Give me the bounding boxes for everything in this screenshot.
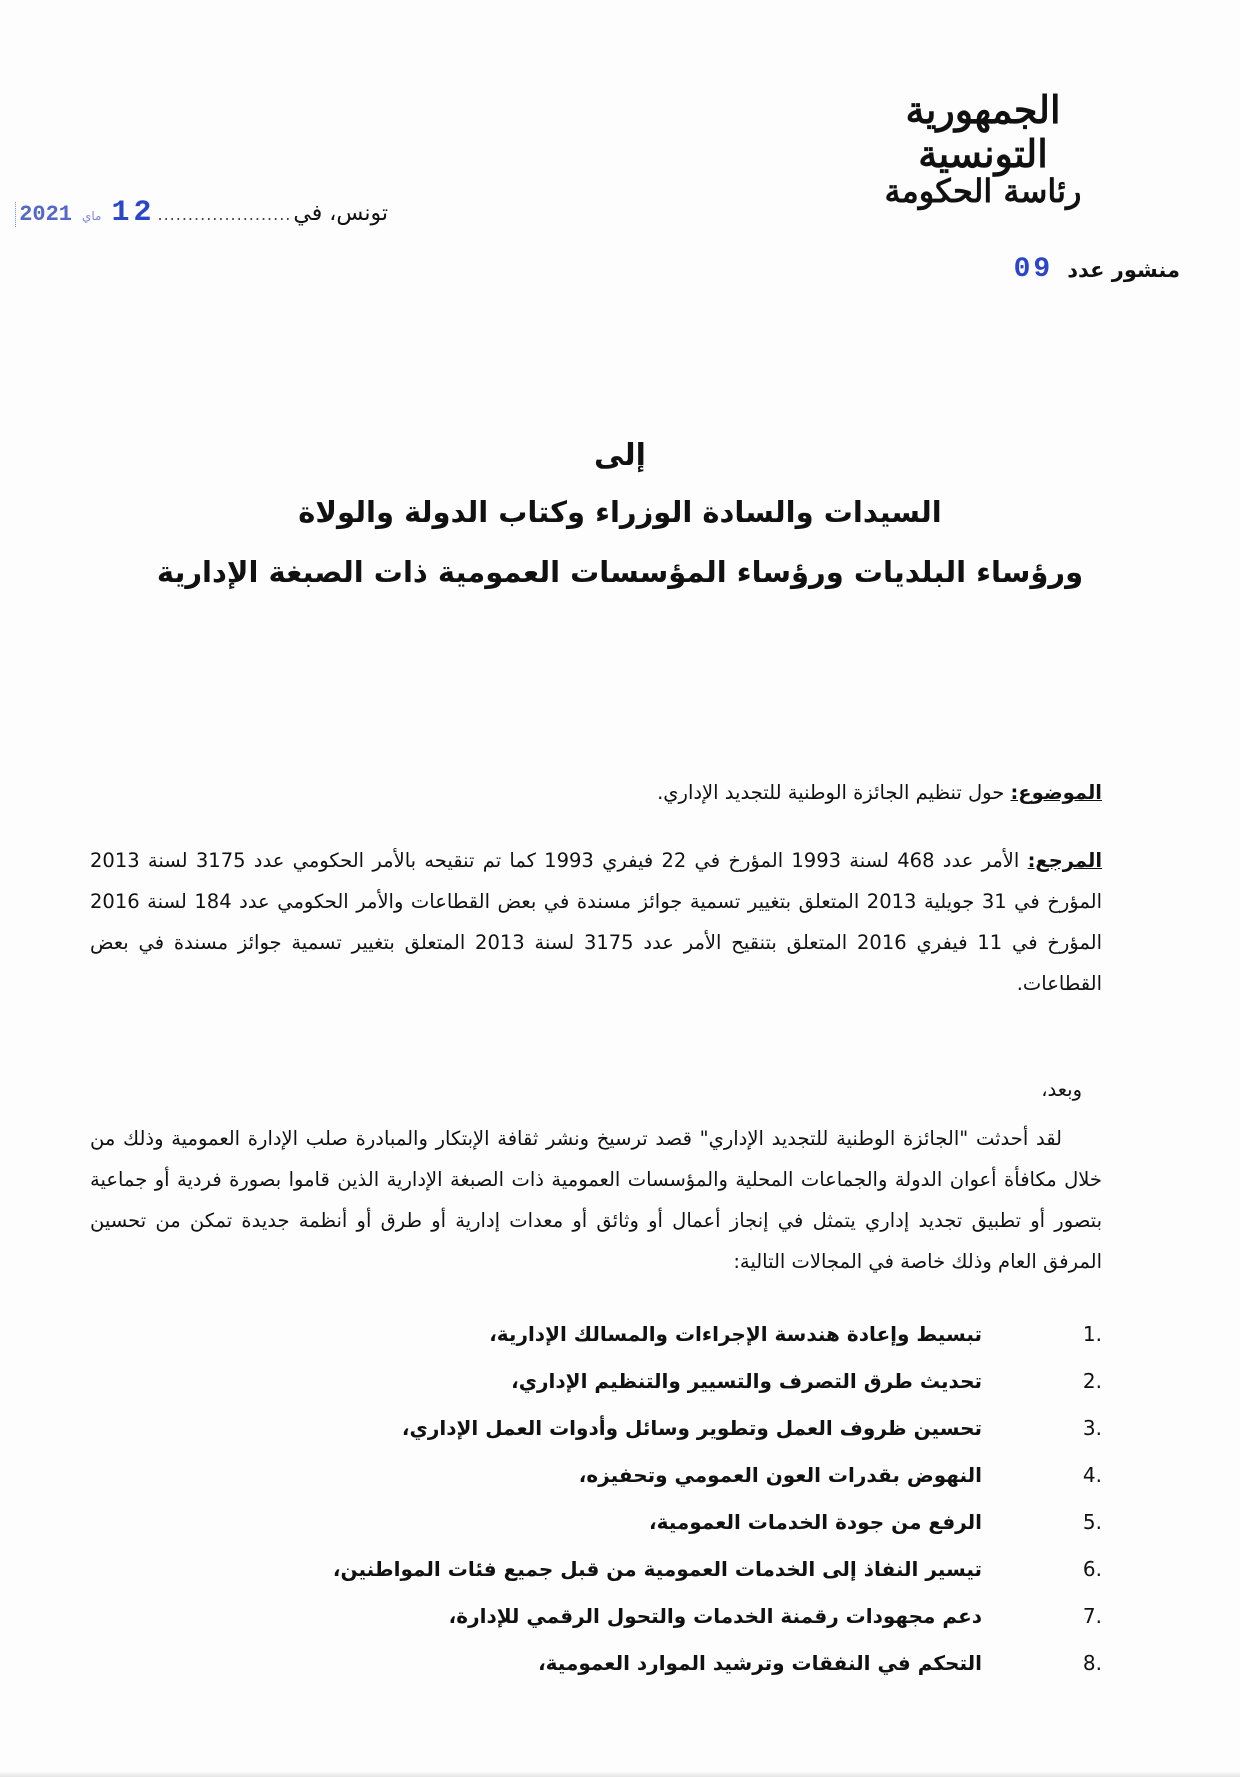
list-item-number: 5. (1082, 1509, 1102, 1534)
list-item (202, 1357, 1102, 1404)
list-item (202, 1592, 1102, 1639)
list-item (202, 1310, 1102, 1357)
list-item-text: الرفع من جودة الخدمات العمومية، (648, 1509, 982, 1534)
date-label: تونس، في (293, 201, 388, 226)
list-item (202, 1639, 1102, 1686)
date-stamp-month: ماي (82, 209, 102, 223)
circular-number-line (1014, 254, 1180, 285)
circular-number-stamp: 09 (1013, 254, 1054, 285)
scan-edge-shadow (0, 1771, 1240, 1777)
list-item-number: 7. (1082, 1603, 1102, 1628)
greeting: وبعد، (1041, 1078, 1082, 1101)
letterhead-presidency: رئاسة الحكومة (884, 172, 1082, 211)
list-item-number: 8. (1082, 1650, 1102, 1675)
subject-label: الموضوع: (1010, 781, 1102, 804)
reference-block (90, 840, 1102, 1004)
subject-text: حول تنظيم الجائزة الوطنية للتجديد الإداري. (657, 781, 1005, 804)
list-item-number: 6. (1082, 1556, 1102, 1581)
date-line (15, 196, 388, 230)
domains-list (202, 1310, 1102, 1686)
reference-label: المرجع: (1027, 849, 1103, 872)
list-item-text: التحكم في النفقات وترشيد الموارد العمومية، (538, 1650, 982, 1675)
list-item-number: 3. (1082, 1415, 1102, 1440)
body-paragraph: لقد أحدثت "الجائزة الوطنية للتجديد الإداري" قصد ترسيخ ونشر ثقافة الإبتكار والمبادرة صلب الإدارة العمومية وذلك من خلال مكافأة أعوان الدولة والجماعات المحلية والمؤسسات العمومية ذات الصبغة الإدارية الذين قاموا بصورة فردية أو جماعية بتصور أو تطبيق تجديد إداري يتمثل في إنجاز أعمال أو وثائق أو معدات إدارية أو طرق أو أنظمة جديدة تمكن من تحسين المرفق العام وذلك خاصة في المجالات التالية: (90, 1127, 1102, 1273)
list-item-text: تحديث طرق التصرف والتسيير والتنظيم الإداري، (511, 1368, 982, 1393)
date-stamp-year: 2021 (15, 202, 72, 227)
letterhead-republic: الجمهورية التونسية (905, 87, 1061, 176)
list-item-text: تبسيط وإعادة هندسة الإجراءات والمسالك الإدارية، (489, 1321, 982, 1346)
date-stamp-day: 12 (111, 196, 156, 230)
list-item-text: تحسين ظروف العمل وتطوير وسائل وأدوات العمل الإداري، (401, 1415, 982, 1440)
list-item (202, 1404, 1102, 1451)
list-item-text: النهوض بقدرات العون العمومي وتحفيزه، (578, 1462, 982, 1487)
list-item (202, 1451, 1102, 1498)
list-item-number: 4. (1082, 1462, 1102, 1487)
list-item-number: 1. (1082, 1321, 1102, 1346)
date-dots: ...................... (157, 205, 292, 224)
addressee-line-2: ورؤساء البلديات ورؤساء المؤسسات العمومية ذات الصبغة الإدارية (156, 555, 1084, 589)
reference-text: الأمر عدد 468 لسنة 1993 المؤرخ في 22 فيفري 1993 كما تم تنقيحه بالأمر الحكومي عدد 3175 لسنة 2013 المؤرخ في 31 جويلية 2013 المتعلق بتغيير تسمية جوائز مسندة في بعض القطاعات والأمر الحكومي عدد 184 لسنة 2016 المؤرخ في 11 فيفري 2016 المتعلق بتنقيح الأمر عدد 3175 لسنة 2013 المتعلق بتغيير تسمية جوائز مسندة في بعض القطاعات. (90, 849, 1103, 995)
list-item-text: تيسير النفاذ إلى الخدمات العمومية من قبل جميع فئات المواطنين، (332, 1556, 982, 1581)
list-item (202, 1545, 1102, 1592)
list-item-number: 2. (1082, 1368, 1102, 1393)
letterhead (868, 88, 1098, 210)
subject-block (90, 772, 1102, 813)
list-item (202, 1498, 1102, 1545)
addressee-block (0, 438, 1240, 615)
list-item-text: دعم مجهودات رقمنة الخدمات والتحول الرقمي للإدارة، (448, 1603, 982, 1628)
circular-label: منشور عدد (1067, 257, 1180, 282)
addressee-to: إلى (594, 438, 646, 473)
addressee-line-1: السيدات والسادة الوزراء وكتاب الدولة والولاة (298, 495, 942, 529)
